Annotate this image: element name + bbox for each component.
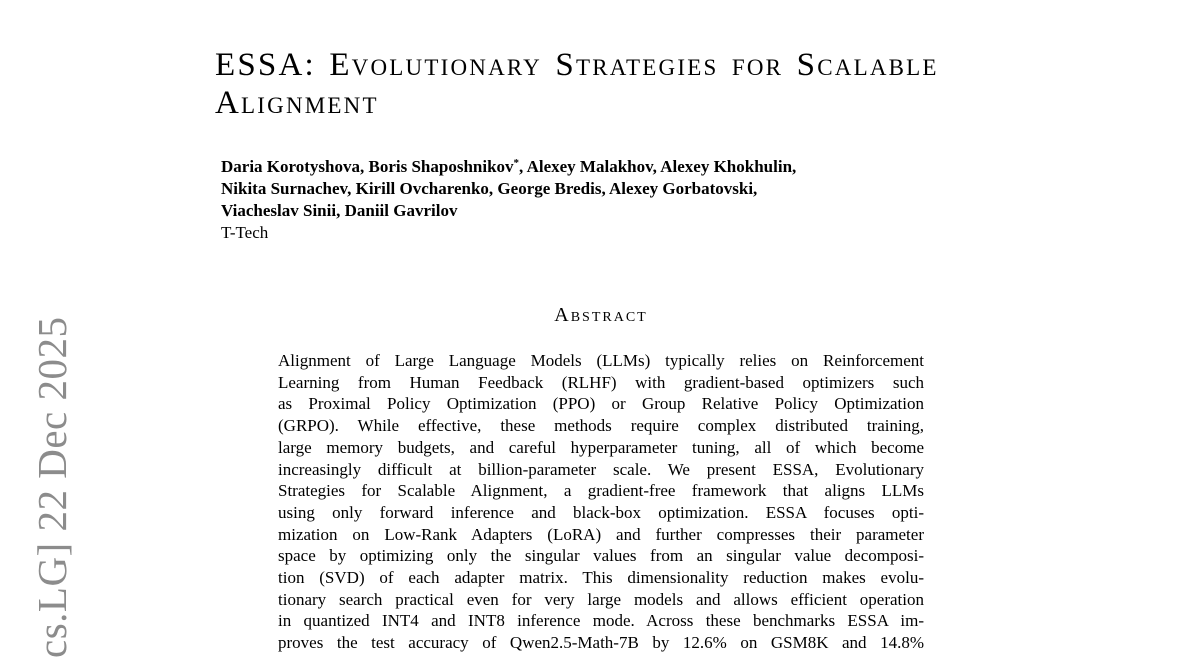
abstract-line: using only forward inference and black-box optimization. ESSA focuses opti-: [278, 502, 924, 522]
author-footnote-marker: *: [513, 157, 520, 169]
abstract-line: tionary search practical even for very large models and allows efficient operation: [278, 589, 924, 609]
author-line: Viacheslav Sinii, Daniil Gavrilov: [221, 201, 458, 220]
abstract-line: Alignment of Large Language Models (LLMs) typically relies on Reinforcement: [278, 351, 924, 370]
abstract-line: (GRPO). While effective, these methods require complex distributed training,: [278, 416, 924, 436]
abstract-line: Learning from Human Feedback (RLHF) with gradient-based optimizers such: [278, 372, 924, 392]
author-line: Nikita Surnachev, Kirill Ovcharenko, George Bredis, Alexey Gorbatovski,: [221, 179, 758, 198]
abstract-body: [278, 350, 924, 654]
abstract-line: mization on Low-Rank Adapters (LoRA) and further compresses their parameter: [278, 524, 924, 544]
abstract-line: Strategies for Scalable Alignment, a gradient-free framework that aligns LLMs: [278, 481, 924, 501]
arxiv-stamp: cs.LG] 22 Dec 2025: [29, 316, 75, 658]
author-names: , Alexey Malakhov, Alexey Khokhulin,: [519, 157, 797, 176]
abstract-line: proves the test accuracy of Qwen2.5-Math-7B by 12.6% on GSM8K and 14.8%: [278, 633, 924, 653]
abstract-line: increasingly difficult at billion-parameter scale. We present ESSA, Evolutionary: [278, 459, 924, 479]
affiliation: T-Tech: [221, 223, 269, 242]
abstract-line: space by optimizing only the singular values from an singular value decomposi-: [278, 546, 924, 566]
abstract-heading: Abstract: [554, 304, 648, 326]
abstract-line: tion (SVD) of each adapter matrix. This dimensionality reduction makes evolu-: [278, 568, 924, 588]
abstract-line: large memory budgets, and careful hyperparameter tuning, all of which become: [278, 437, 924, 457]
abstract-line: in quantized INT4 and INT8 inference mode. Across these benchmarks ESSA im-: [278, 611, 924, 631]
author-line: [221, 156, 796, 178]
page-title: ESSA: Evolutionary Strategies for Scalable Alignment: [215, 47, 939, 121]
author-names: Daria Korotyshova, Boris Shaposhnikov: [221, 157, 514, 176]
authors-block: [221, 156, 796, 244]
abstract-line: as Proximal Policy Optimization (PPO) or Group Relative Policy Optimization: [278, 394, 924, 414]
